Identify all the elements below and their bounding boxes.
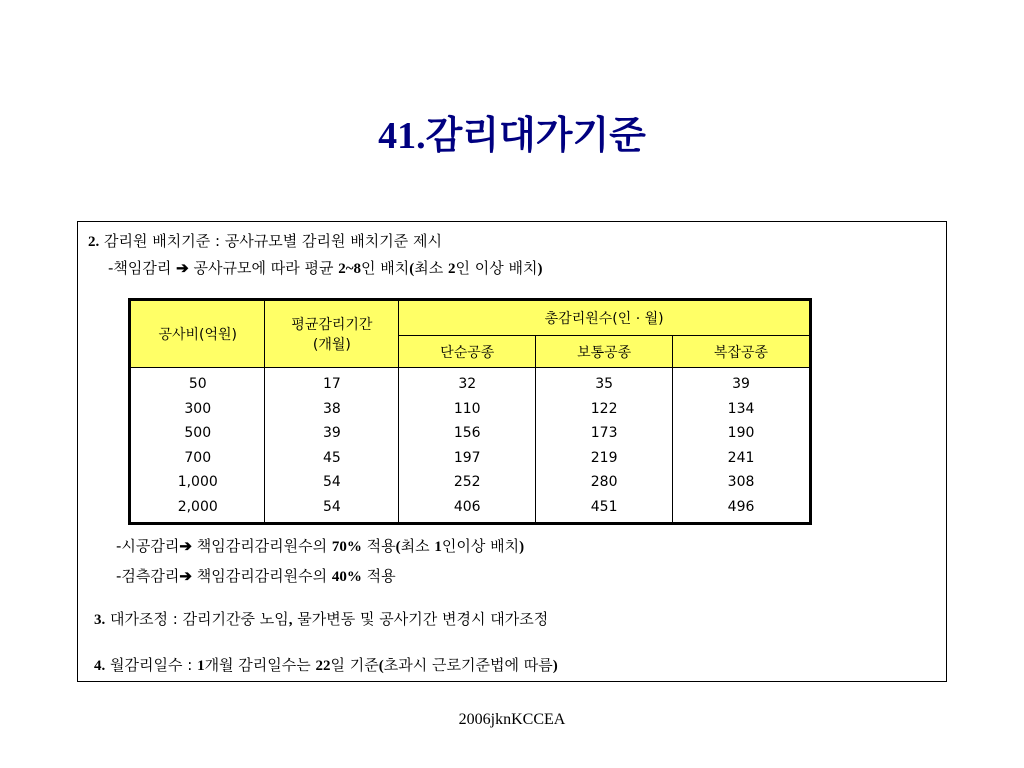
table-cell: 1,000: [177, 474, 218, 491]
table-cell: 500: [184, 425, 212, 442]
construction-close: ): [519, 539, 525, 555]
table-cell: 252: [453, 474, 481, 491]
table-cell: 122: [590, 400, 618, 417]
inspection-text2: 적용: [361, 567, 396, 585]
table-row: [130, 368, 811, 524]
section-3-text: 대가조정 : 감리기간중 노임: [105, 610, 289, 628]
title-text: 감리대가기준: [425, 113, 646, 157]
title-number: 41.: [378, 115, 426, 157]
construction-text4: 인이상 배치: [441, 537, 520, 555]
supervisor-allocation-table: [128, 298, 812, 525]
period-column: [265, 368, 399, 524]
responsible-supervision-line: [108, 257, 543, 278]
section-4-text3: 일 기준: [330, 656, 379, 674]
table-cell: 134: [727, 400, 755, 417]
table-cell: 39: [732, 376, 750, 392]
complex-column: [673, 368, 811, 524]
section-2-heading-text: 감리원 배치기준 : 공사규모별 감리원 배치기준 제시: [104, 232, 442, 250]
arrow-right-icon: ➔: [176, 261, 189, 277]
construction-min: 1: [434, 539, 442, 555]
table-cell: 190: [727, 425, 755, 442]
table-cell: 300: [184, 400, 212, 417]
construction-supervision-note: [116, 535, 524, 556]
header-total-supervisors: 총감리원수(인 · 월): [399, 300, 811, 336]
table-cell: 156: [453, 425, 481, 442]
section-4-bold4: ): [552, 658, 558, 674]
simple-column: [399, 368, 536, 524]
table-cell: 451: [590, 498, 618, 515]
sub-bold-d: ): [537, 261, 543, 277]
table-cell: 406: [453, 498, 481, 515]
table-cell: 110: [453, 400, 481, 417]
header-simple: 단순공종: [399, 336, 536, 368]
construction-text3: 최소: [400, 537, 435, 555]
table-cell: 173: [590, 425, 618, 442]
sub-bold-c: 2: [448, 261, 456, 277]
table-cell: 280: [590, 474, 618, 491]
header-complex: 복잡공종: [673, 336, 811, 368]
construction-text: 책임감리감리원수의: [191, 537, 332, 555]
header-period: [265, 300, 399, 368]
footer-credit: 2006jknKCCEA: [458, 711, 566, 728]
table-cell: 241: [727, 449, 755, 466]
construction-text2: 적용: [361, 537, 396, 555]
section-4-bold2: 22: [315, 658, 331, 674]
header-period-line2: (개월): [312, 337, 351, 353]
section-2-heading: [88, 230, 442, 251]
responsible-supervision-label: -책임감리: [108, 259, 172, 277]
sub-text-b: 인 배치: [361, 259, 410, 277]
table-cell: 32: [458, 376, 477, 392]
arrow-right-icon: ➔: [179, 539, 192, 555]
inspection-text: 책임감리감리원수의: [191, 567, 332, 585]
sub-bold-a: 2~8: [338, 261, 362, 277]
header-period-line1: 평균감리기간: [291, 317, 373, 333]
section-2-number: 2.: [88, 234, 100, 250]
table-cell: 308: [727, 474, 755, 491]
table-cell: 17: [322, 376, 341, 392]
sub-text-c: 최소: [414, 259, 449, 277]
table-cell: 35: [595, 376, 614, 392]
section-4-text: 월감리일수 :: [105, 656, 198, 674]
table-cell: 39: [322, 425, 341, 442]
table-cell: 219: [590, 449, 618, 466]
section-4-bold1: 1: [197, 658, 205, 674]
construction-open: (: [395, 539, 401, 555]
content-frame: [77, 221, 947, 682]
header-normal: 보통공종: [536, 336, 673, 368]
table-cell: 496: [727, 498, 755, 515]
sub-text-d: 인 이상 배치: [455, 259, 538, 277]
section-4-text4: 초과시 근로기준법에 따름: [383, 656, 553, 674]
sub-bold-b: (: [409, 261, 415, 277]
table-cell: 38: [322, 400, 341, 417]
table-cell: 54: [322, 474, 341, 491]
page-title: [0, 104, 1024, 159]
table-cell: 54: [322, 498, 341, 515]
table-cell: 50: [188, 376, 207, 392]
header-cost: 공사비(억원): [130, 300, 265, 368]
inspection-label: -검측감리: [116, 567, 180, 585]
section-3-comma: ,: [288, 612, 293, 628]
section-3-number: 3.: [94, 612, 106, 628]
construction-label: -시공감리: [116, 537, 180, 555]
section-4-bold3: (: [378, 658, 384, 674]
cost-column: [130, 368, 265, 524]
table-cell: 45: [322, 449, 341, 466]
arrow-right-icon: ➔: [179, 569, 192, 585]
normal-column: [536, 368, 673, 524]
table-cell: 700: [184, 449, 212, 466]
section-4-text2: 개월 감리일수는: [204, 656, 316, 674]
section-4-number: 4.: [94, 658, 106, 674]
construction-percent: 70%: [331, 539, 362, 555]
inspection-supervision-note: [116, 565, 396, 586]
table-cell: 2,000: [177, 498, 218, 515]
section-3: [94, 608, 548, 629]
section-3-text2: 물가변동 및 공사기간 변경시 대가조정: [292, 610, 549, 628]
inspection-percent: 40%: [331, 569, 362, 585]
sub-text-a: 공사규모에 따라 평균: [193, 259, 339, 277]
table-cell: 197: [453, 449, 481, 466]
section-4: [94, 654, 558, 675]
